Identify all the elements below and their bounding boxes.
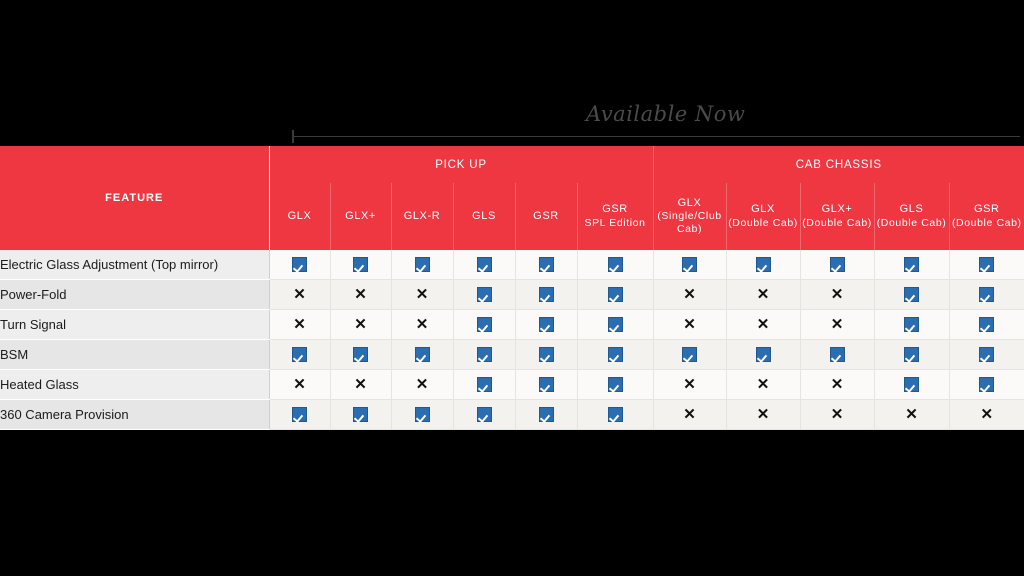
check-icon bbox=[608, 287, 623, 302]
cell-value bbox=[515, 400, 577, 430]
cell-value bbox=[453, 340, 515, 370]
table-row bbox=[0, 250, 1024, 280]
cross-icon: ✕ bbox=[354, 285, 367, 303]
cell-value bbox=[949, 370, 1024, 400]
variant-label: GSR bbox=[602, 203, 628, 216]
cell-value bbox=[800, 370, 874, 400]
check-icon bbox=[539, 317, 554, 332]
cell-value bbox=[391, 340, 453, 370]
variant-sublabel: (Double Cab) bbox=[951, 216, 1022, 229]
cell-value bbox=[653, 340, 726, 370]
spec-table bbox=[0, 146, 1024, 430]
check-icon bbox=[415, 347, 430, 362]
cell-value bbox=[577, 400, 653, 430]
variant-header-glx-double-cab bbox=[726, 183, 800, 250]
cell-value bbox=[577, 280, 653, 310]
cell-value bbox=[515, 310, 577, 340]
cell-value bbox=[269, 250, 330, 280]
available-now-annotation bbox=[290, 102, 1024, 146]
check-icon bbox=[830, 347, 845, 362]
cross-icon: ✕ bbox=[756, 315, 770, 333]
check-icon bbox=[904, 377, 919, 392]
cell-value bbox=[726, 250, 800, 280]
check-icon bbox=[477, 257, 492, 272]
cross-icon: ✕ bbox=[830, 315, 844, 333]
table-row bbox=[0, 370, 1024, 400]
cell-value bbox=[269, 280, 330, 310]
cross-icon: ✕ bbox=[905, 405, 918, 423]
check-icon bbox=[353, 407, 368, 422]
table-row bbox=[0, 400, 1024, 430]
cross-icon: ✕ bbox=[293, 315, 306, 333]
check-icon bbox=[904, 347, 919, 362]
check-icon bbox=[756, 257, 771, 272]
variant-sublabel: SPL Edition bbox=[584, 216, 646, 229]
variant-label: GLX bbox=[677, 196, 702, 209]
cell-value bbox=[874, 280, 949, 310]
cell-value bbox=[269, 370, 330, 400]
check-icon bbox=[904, 287, 919, 302]
check-icon bbox=[904, 317, 919, 332]
table-row bbox=[0, 340, 1024, 370]
cell-value bbox=[800, 340, 874, 370]
variant-label: GLX+ bbox=[821, 203, 853, 216]
variant-label: GSR bbox=[533, 209, 559, 222]
variant-label: GLS bbox=[899, 203, 924, 216]
variant-label: GLX bbox=[751, 203, 775, 216]
cell-value bbox=[330, 370, 391, 400]
cell-value bbox=[269, 400, 330, 430]
cell-value bbox=[800, 310, 874, 340]
check-icon bbox=[682, 347, 697, 362]
cell-value bbox=[874, 310, 949, 340]
cell-value bbox=[949, 250, 1024, 280]
cell-value bbox=[330, 400, 391, 430]
check-icon bbox=[756, 347, 771, 362]
variant-sublabel: (Double Cab) bbox=[876, 216, 947, 229]
variant-header-gls bbox=[453, 183, 515, 250]
feature-column-header: FEATURE bbox=[0, 146, 269, 250]
cell-value bbox=[800, 250, 874, 280]
cross-icon: ✕ bbox=[415, 315, 429, 333]
cell-value bbox=[653, 400, 726, 430]
group-header-cab-chassis: CAB CHASSIS bbox=[653, 146, 1024, 183]
cross-icon: ✕ bbox=[756, 375, 770, 393]
cross-icon: ✕ bbox=[683, 375, 696, 393]
check-icon bbox=[292, 407, 307, 422]
check-icon bbox=[477, 407, 492, 422]
annotation-line bbox=[294, 136, 1020, 137]
table-row bbox=[0, 310, 1024, 340]
cell-value bbox=[391, 370, 453, 400]
variant-header-glx bbox=[269, 183, 330, 250]
cell-value bbox=[577, 310, 653, 340]
cell-value bbox=[269, 340, 330, 370]
variant-label: GLX+ bbox=[345, 209, 376, 222]
variant-label: GLX bbox=[287, 209, 312, 222]
cell-value bbox=[391, 250, 453, 280]
check-icon bbox=[608, 317, 623, 332]
group-header-pick-up: PICK UP bbox=[269, 146, 653, 183]
check-icon bbox=[353, 257, 368, 272]
cell-value bbox=[726, 370, 800, 400]
variant-sublabel: (Single/Club Cab) bbox=[657, 210, 722, 236]
check-icon bbox=[904, 257, 919, 272]
check-icon bbox=[608, 407, 623, 422]
cell-value bbox=[577, 340, 653, 370]
check-icon bbox=[292, 347, 307, 362]
spec-table-body bbox=[0, 250, 1024, 430]
cell-value bbox=[515, 340, 577, 370]
cell-value bbox=[515, 280, 577, 310]
cross-icon: ✕ bbox=[830, 285, 844, 303]
cell-value bbox=[453, 310, 515, 340]
cell-value bbox=[453, 280, 515, 310]
check-icon bbox=[979, 257, 994, 272]
check-icon bbox=[682, 257, 697, 272]
check-icon bbox=[608, 347, 623, 362]
cell-value bbox=[330, 340, 391, 370]
check-icon bbox=[539, 347, 554, 362]
check-icon bbox=[539, 407, 554, 422]
cross-icon: ✕ bbox=[830, 405, 844, 423]
variant-label: GSR bbox=[973, 203, 1000, 216]
available-now-label: Available Now bbox=[586, 102, 746, 126]
variant-header-gsr-double-cab bbox=[949, 183, 1024, 250]
cross-icon: ✕ bbox=[354, 315, 367, 333]
cell-value bbox=[949, 310, 1024, 340]
cross-icon: ✕ bbox=[293, 375, 306, 393]
check-icon bbox=[477, 377, 492, 392]
check-icon bbox=[477, 287, 492, 302]
check-icon bbox=[979, 347, 994, 362]
cross-icon: ✕ bbox=[756, 405, 770, 423]
cell-value bbox=[726, 400, 800, 430]
cell-value bbox=[800, 400, 874, 430]
cell-value bbox=[577, 370, 653, 400]
variant-header-glx-plus bbox=[330, 183, 391, 250]
check-icon bbox=[477, 317, 492, 332]
cell-value bbox=[949, 280, 1024, 310]
cell-value bbox=[653, 370, 726, 400]
cross-icon: ✕ bbox=[980, 405, 994, 423]
row-feature-label: BSM bbox=[0, 340, 269, 370]
cell-value bbox=[391, 310, 453, 340]
cell-value bbox=[800, 280, 874, 310]
row-feature-label: Turn Signal bbox=[0, 310, 269, 340]
check-icon bbox=[608, 257, 623, 272]
cell-value bbox=[515, 370, 577, 400]
cross-icon: ✕ bbox=[683, 315, 696, 333]
cell-value bbox=[391, 280, 453, 310]
group-header-row bbox=[0, 146, 1024, 183]
check-icon bbox=[292, 257, 307, 272]
table-row bbox=[0, 280, 1024, 310]
cross-icon: ✕ bbox=[756, 285, 770, 303]
cell-value bbox=[874, 250, 949, 280]
cell-value bbox=[653, 280, 726, 310]
cell-value bbox=[453, 370, 515, 400]
row-feature-label: Heated Glass bbox=[0, 370, 269, 400]
variant-header-glx-r bbox=[391, 183, 453, 250]
cell-value bbox=[726, 280, 800, 310]
variant-header-gsr bbox=[515, 183, 577, 250]
cell-value bbox=[726, 340, 800, 370]
feature-comparison-table bbox=[0, 146, 1024, 430]
variant-label: GLS bbox=[472, 209, 496, 222]
cell-value bbox=[874, 400, 949, 430]
check-icon bbox=[608, 377, 623, 392]
check-icon bbox=[979, 287, 994, 302]
variant-sublabel: (Double Cab) bbox=[802, 216, 872, 229]
cell-value bbox=[874, 340, 949, 370]
cell-value bbox=[577, 250, 653, 280]
cross-icon: ✕ bbox=[415, 285, 429, 303]
cell-value bbox=[949, 340, 1024, 370]
row-feature-label: 360 Camera Provision bbox=[0, 400, 269, 430]
cross-icon: ✕ bbox=[354, 375, 367, 393]
cell-value bbox=[330, 310, 391, 340]
check-icon bbox=[979, 377, 994, 392]
cross-icon: ✕ bbox=[415, 375, 429, 393]
check-icon bbox=[539, 287, 554, 302]
row-feature-label: Power-Fold bbox=[0, 280, 269, 310]
variant-label: GLX-R bbox=[403, 209, 441, 222]
variant-header-glx-single-club-cab bbox=[653, 183, 726, 250]
cross-icon: ✕ bbox=[683, 285, 696, 303]
variant-header-glx-plus-double-cab bbox=[800, 183, 874, 250]
cell-value bbox=[726, 310, 800, 340]
check-icon bbox=[539, 377, 554, 392]
variant-header-gsr-spl-edition bbox=[577, 183, 653, 250]
cell-value bbox=[391, 400, 453, 430]
cross-icon: ✕ bbox=[293, 285, 306, 303]
cell-value bbox=[653, 250, 726, 280]
check-icon bbox=[830, 257, 845, 272]
check-icon bbox=[415, 257, 430, 272]
check-icon bbox=[477, 347, 492, 362]
check-icon bbox=[353, 347, 368, 362]
check-icon bbox=[415, 407, 430, 422]
check-icon bbox=[539, 257, 554, 272]
cell-value bbox=[453, 400, 515, 430]
variant-sublabel: (Double Cab) bbox=[728, 216, 798, 229]
row-feature-label: Electric Glass Adjustment (Top mirror) bbox=[0, 250, 269, 280]
cross-icon: ✕ bbox=[683, 405, 696, 423]
cell-value bbox=[653, 310, 726, 340]
cell-value bbox=[269, 310, 330, 340]
cell-value bbox=[949, 400, 1024, 430]
check-icon bbox=[979, 317, 994, 332]
cell-value bbox=[330, 250, 391, 280]
cell-value bbox=[453, 250, 515, 280]
cross-icon: ✕ bbox=[830, 375, 844, 393]
cell-value bbox=[515, 250, 577, 280]
variant-header-gls-double-cab bbox=[874, 183, 949, 250]
cell-value bbox=[874, 370, 949, 400]
cell-value bbox=[330, 280, 391, 310]
